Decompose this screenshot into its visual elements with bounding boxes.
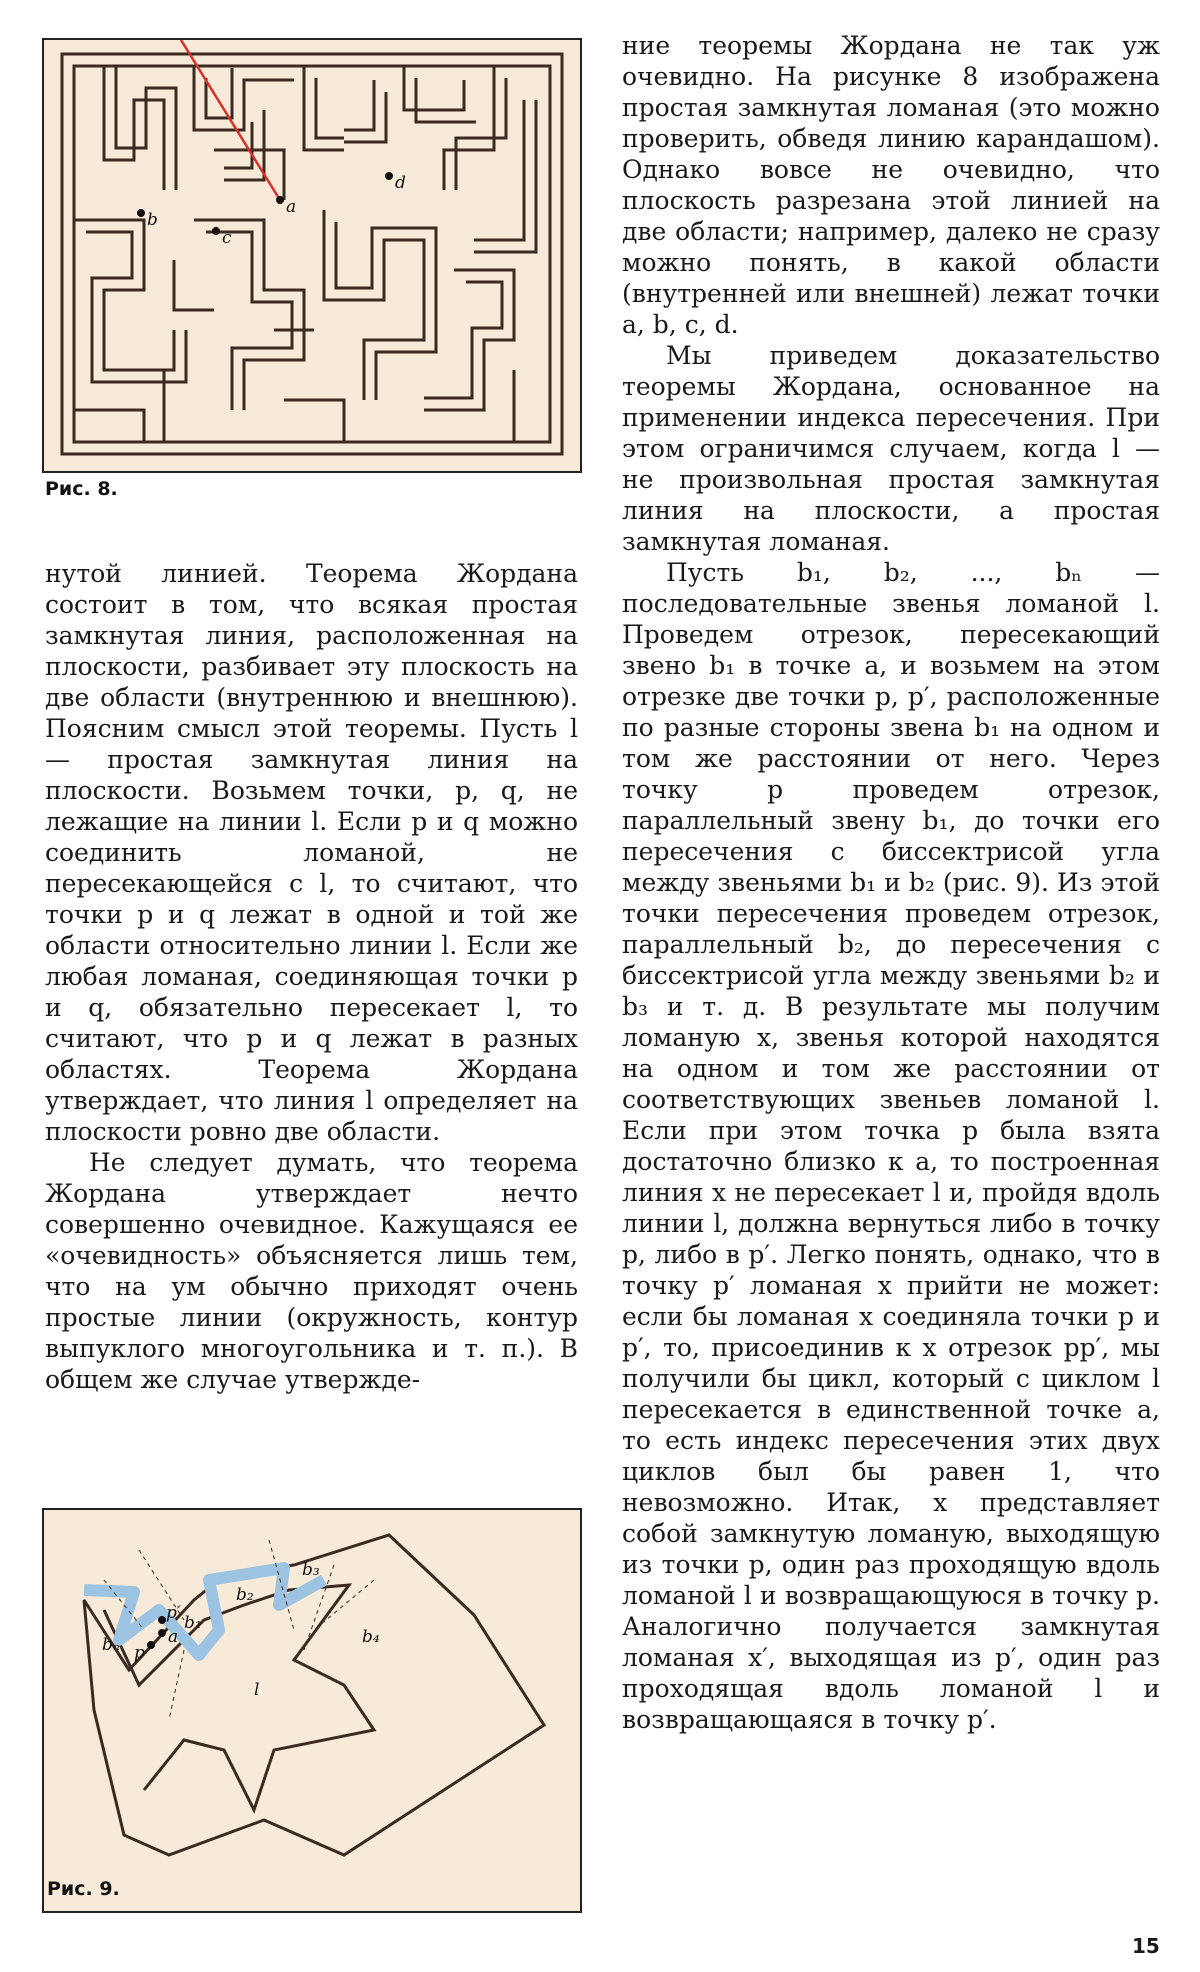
label-a: a [168,1627,179,1647]
figure-9-caption: Рис. 9. [47,1878,120,1900]
label-point-c: c [222,228,232,248]
label-p-prime: p′ [166,1603,181,1623]
point-a-dot [158,1629,166,1637]
polygon-drawing [44,1510,580,1911]
label-b1: b₁ [184,1613,202,1633]
point-c-dot [212,227,220,235]
label-b3: b₃ [302,1560,320,1580]
label-l: l [254,1680,260,1700]
right-paragraph-3: Пусть b₁, b₂, ..., bₙ — последовательные звенья ломаной l. Проведем отрезок, пересекающий звено b₁ в точке a, и возьмем на этом отрезке две точки p, p′, расположенные по разные стороны звена b₁ на одном и том же расстоянии от него. Через точку p проведем отрезок, параллельный звену b₁, до точки его пересечения с биссектрисой угла между звеньями b₁ и b₂ (рис. 9). Из этой точки пересечения проведем отрезок, параллельный b₂, до пересечения с биссектрисой угла между звеньями b₂ и b₃ и т. д. В результате мы получим ломаную x, звенья которой находятся на одном и том же расстоянии от соответствующих звеньев ломаной l. Если при этом точка p была взята достаточно близко к a, то построенная линия x не пересекает l и, пройдя вдоль линии l, должна вернуться либо в точку p, либо в p′. Легко понять, однако, что в точку p′ ломаная x прийти не может: если бы ломаная x соединяла точки p и p′, то, присоединив к x отрезок pp′, мы получили бы цикл, который с циклом l пересекается в единственной точке a, то есть индекс пересечения этих двух циклов был бы равен 1, что невозможно. Итак, x представляет собой замкнутую ломаную, выходящую из точки p, один раз проходящую вдоль ломаной l и возвращающуюся в точку p. Аналогично получается замкнутая ломаная x′, выходящая из p′, один раз проходящая вдоль ломаной l и возвращающаяся в точку p′. [622,558,1160,1734]
left-paragraph-2: Не следует думать, что теорема Жордана утверждает нечто совершенно очевидное. Кажущаяся ее «очевидность» объясняется лишь тем, что на ум обычно приходят очень простые линии (окружность, контур выпуклого многоугольника и т. п.). В общем же случае утвержде- [45,1148,578,1394]
right-text-column [622,30,1160,1735]
label-point-b: b [147,210,158,230]
label-point-a: a [286,197,297,217]
figure-8-caption: Рис. 8. [45,478,118,500]
maze-drawing [44,40,580,471]
figure-9-polygon [42,1508,582,1913]
left-text-column [45,558,578,1395]
point-p-prime-dot [158,1616,166,1624]
label-b4: b₄ [362,1627,380,1647]
point-a-dot [276,196,284,204]
left-paragraph-1: нутой линией. Теорема Жордана состоит в том, что всякая простая замкнутая линия, расположенная на плоскости, разбивает эту плоскость на две области (внутреннюю и внешнюю). Поясним смысл этой теоремы. Пусть l — простая замкнутая линия на плоскости. Возьмем точки, p, q, не лежащие на линии l. Если p и q можно соединить ломаной, не пересекающейся с l, то считают, что точки p и q лежат в одной и той же области относительно линии l. Если же любая ломаная, соединяющая точки p и q, обязательно пересекает l, то считают, что p и q лежат в разных областях. Теорема Жордана утверждает, что линия l определяет на плоскости ровно две области. [45,559,578,1146]
label-b2: b₂ [236,1585,254,1605]
point-p-dot [147,1641,155,1649]
label-p: p [134,1643,145,1663]
right-paragraph-2: Мы приведем доказательство теоремы Жордана, основанное на применении индекса пересечения. При этом ограничимся случаем, когда l — не произвольная простая замкнутая линия на плоскости, а простая замкнутая ломаная. [622,341,1160,556]
point-d-dot [385,172,393,180]
point-b-dot [137,209,145,217]
label-point-d: d [395,173,406,193]
right-paragraph-1: ние теоремы Жордана не так уж очевидно. На рисунке 8 изображена простая замкнутая ломаная (это можно проверить, обведя линию карандашом). Однако вовсе не очевидно, что плоскость разрезана этой линией на две области; например, далеко не сразу можно понять, в какой области (внутренней или внешней) лежат точки a, b, c, d. [622,31,1160,339]
maze-outer-wall [62,54,562,454]
page-number: 15 [1132,1934,1160,1958]
figure-8-maze [42,38,582,473]
label-bn: bₙ [102,1635,120,1655]
